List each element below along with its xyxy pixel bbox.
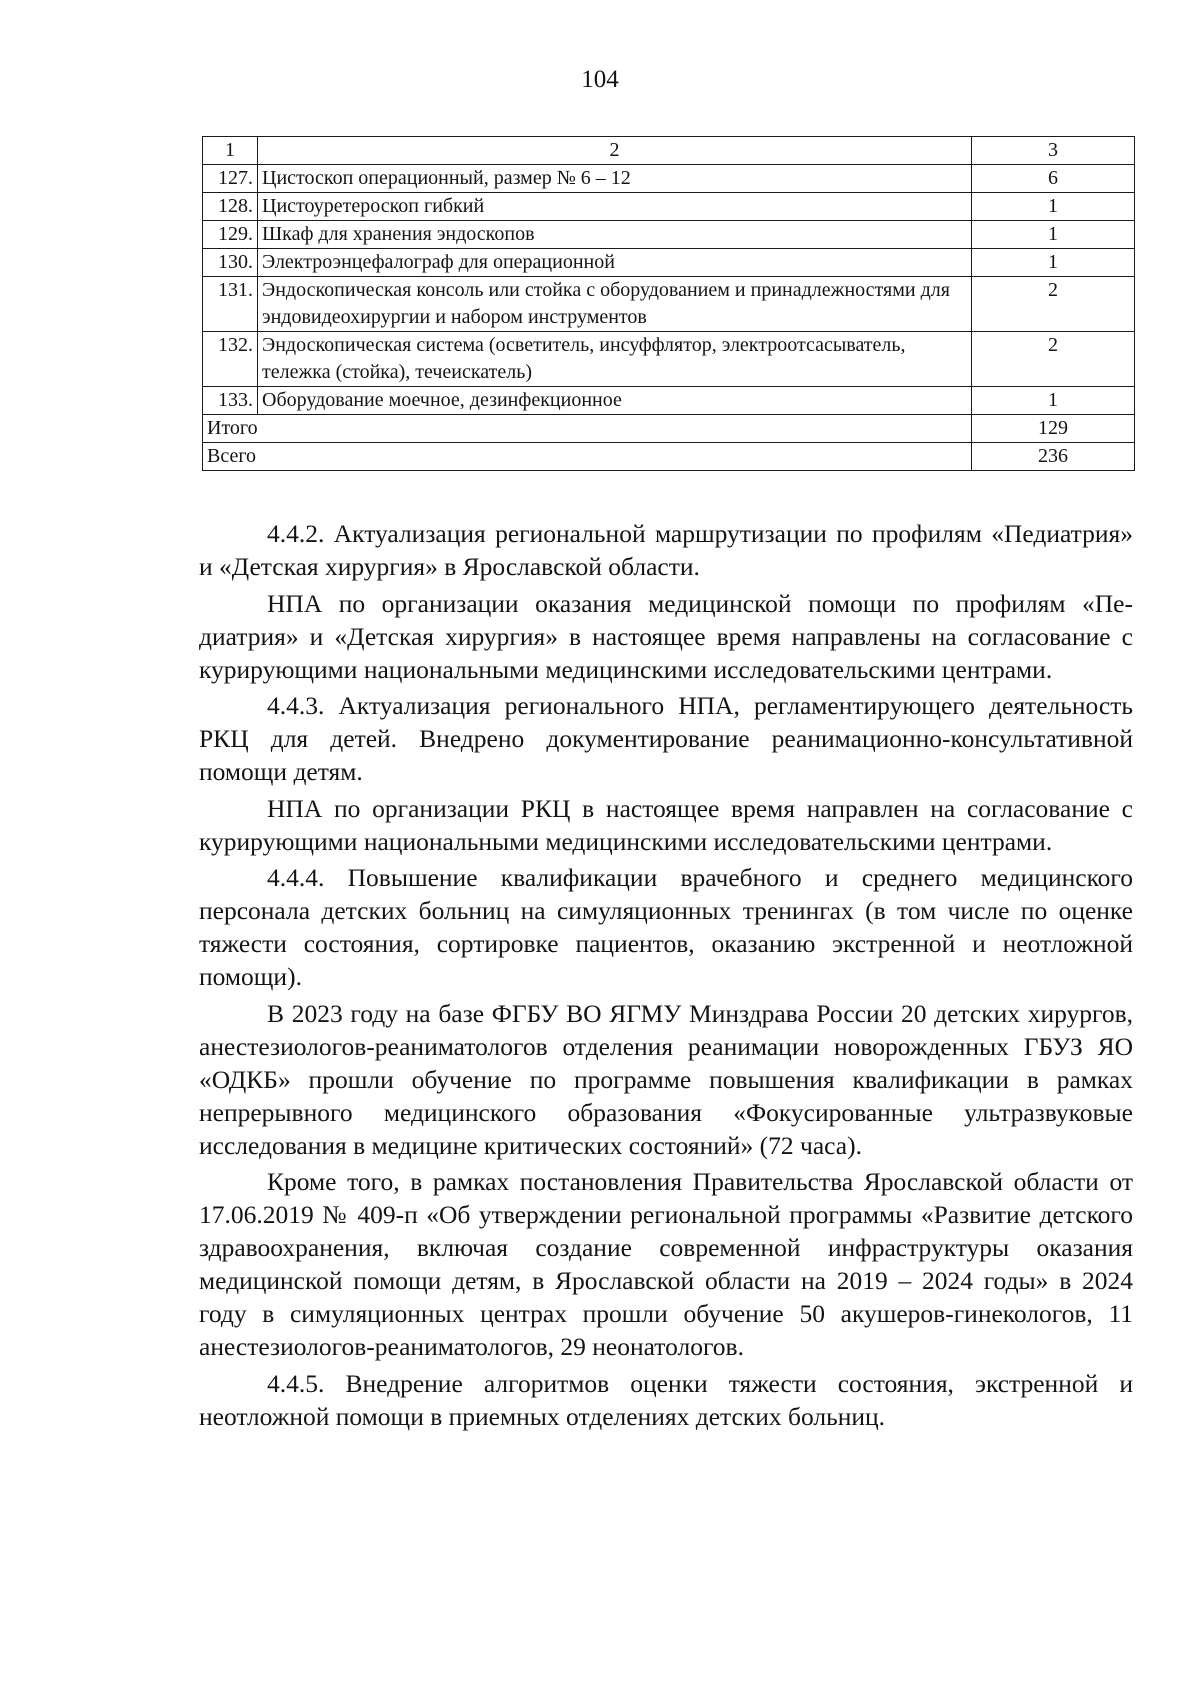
item-name: Цистоуретероскоп гибкий	[258, 193, 972, 221]
document-body	[199, 517, 1133, 1436]
total-value: 236	[972, 443, 1135, 471]
total-label: Всего	[203, 443, 972, 471]
table-row	[203, 332, 1135, 387]
total-row	[203, 443, 1135, 471]
item-name: Электроэнцефалограф для операционной	[258, 249, 972, 277]
paragraph: 4.4.4. Повышение квалификации врачебного и среднего медицинского персонала детских больниц на симуляционных тренингах (в том числе по оценке тяжести состояния, сортировке пациентов, оказанию экстренной и неотложной помощи).	[199, 863, 1133, 991]
paragraph: 4.4.3. Актуализация регионального НПА, регламентирующего деятельность РКЦ для детей. Внедрено документирование реанимационно-консультативной помощи детям.	[199, 691, 1133, 786]
paragraph: НПА по организации оказания медицинской помощи по профилям «Педиатрия» и «Детская хирургия» в настоящее время направлены на согласование с курирующими национальными медицинскими исследовательскими центрами.	[199, 588, 1133, 684]
table-row	[203, 387, 1135, 415]
table-header-row	[203, 137, 1135, 165]
paragraph: В 2023 году на базе ФГБУ ВО ЯГМУ Минздрава России 20 детских хирургов, анестезиологов-реаниматологов отделения реанимации новорожденных ГБУЗ ЯО «ОДКБ» прошли обучение по программе повышения квалификации в рамках непрерывного медицинского образования «Фокусированные ультразвуковые исследования в медицине критических состояний» (72 часа).	[199, 998, 1133, 1160]
item-quantity: 1	[972, 387, 1135, 415]
item-quantity: 2	[972, 332, 1135, 387]
paragraph: НПА по организации РКЦ в настоящее время направлен на согласование с курирующими национальными медицинскими исследовательскими центрами.	[199, 793, 1133, 856]
header-cell-3: 3	[972, 137, 1135, 165]
paragraph: 4.4.2. Актуализация региональной маршрутизации по профилям «Педиатрия» и «Детская хирургия» в Ярославской области.	[199, 519, 1133, 581]
row-number: 131.	[203, 277, 258, 332]
table-row	[203, 193, 1135, 221]
table-row	[203, 165, 1135, 193]
subtotal-value: 129	[972, 415, 1135, 443]
item-name: Цистоскоп операционный, размер № 6 – 12	[258, 165, 972, 193]
row-number: 132.	[203, 332, 258, 387]
header-cell-2: 2	[258, 137, 972, 165]
equipment-table	[202, 136, 1135, 471]
item-quantity: 1	[972, 249, 1135, 277]
row-number: 130.	[203, 249, 258, 277]
header-cell-1: 1	[203, 137, 258, 165]
page-number: 104	[581, 66, 619, 93]
row-number: 133.	[203, 387, 258, 415]
item-name: Эндоскопическая система (осветитель, инсуффлятор, электроотсасыватель, тележка (стойка), течеискатель)	[258, 332, 972, 387]
item-name: Эндоскопическая консоль или стойка с оборудованием и принадлежностями для эндовидеохирургии и набором инструментов	[258, 277, 972, 332]
row-number: 127.	[203, 165, 258, 193]
item-quantity: 1	[972, 221, 1135, 249]
paragraph: Кроме того, в рамках постановления Правительства Ярославской области от 17.06.2019 № 409-п «Об утверждении региональной программы «Развитие детского здравоохранения, включая создание современной инфраструктуры оказания медицинской помощи детям, в Ярославской области на 2019 – 2024 годы» в 2024 году в симуляционных центрах прошли обучение 50 акушеров-гинекологов, 11 анестезиологов-реаниматологов, 29 неонатологов.	[199, 1167, 1133, 1361]
paragraph: 4.4.5. Внедрение алгоритмов оценки тяжести состояния, экстренной и неотложной помощи в приемных отделениях детских больниц.	[199, 1368, 1133, 1431]
table-row	[203, 249, 1135, 277]
subtotal-label: Итого	[203, 415, 972, 443]
table-row	[203, 277, 1135, 332]
subtotal-row	[203, 415, 1135, 443]
item-name: Оборудование моечное, дезинфекционное	[258, 387, 972, 415]
item-quantity: 6	[972, 165, 1135, 193]
row-number: 128.	[203, 193, 258, 221]
table-row	[203, 221, 1135, 249]
item-quantity: 2	[972, 277, 1135, 332]
row-number: 129.	[203, 221, 258, 249]
item-quantity: 1	[972, 193, 1135, 221]
item-name: Шкаф для хранения эндоскопов	[258, 221, 972, 249]
